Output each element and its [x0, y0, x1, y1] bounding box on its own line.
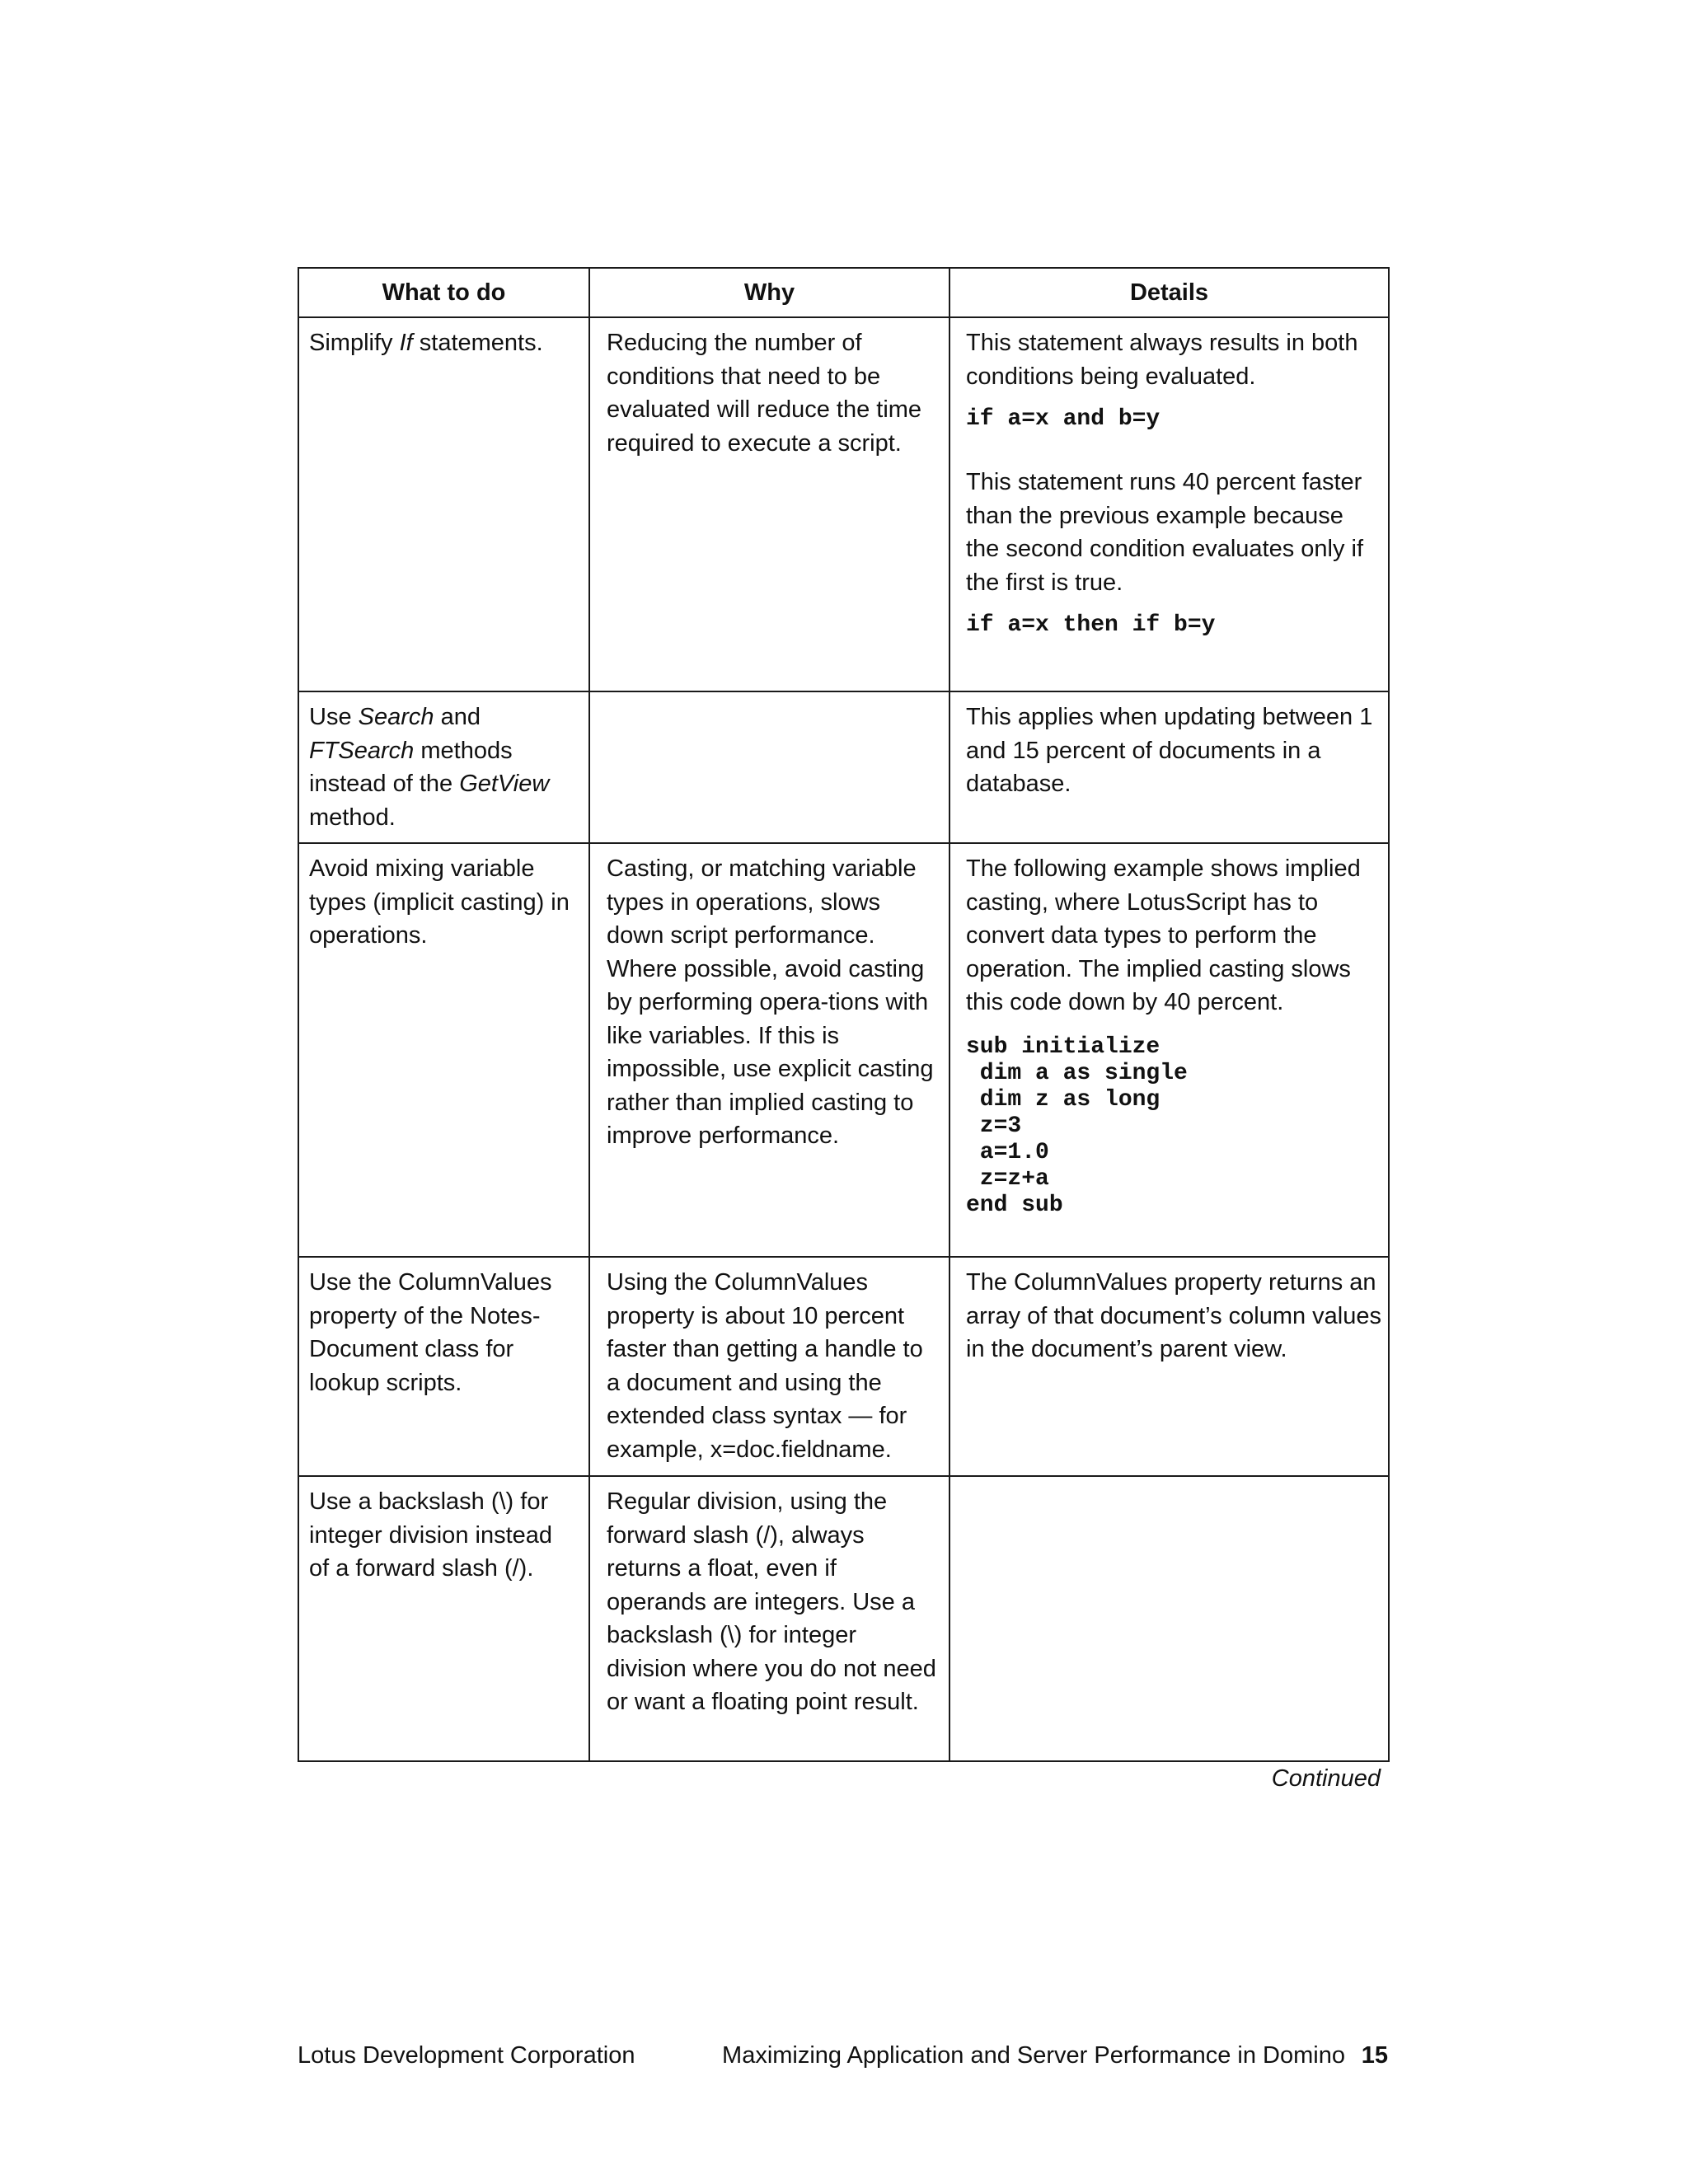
table-row [298, 1476, 1389, 1761]
page-number: 15 [1361, 2042, 1388, 2069]
code-line: z=3 [966, 1113, 1022, 1139]
performance-tips-table [298, 267, 1390, 1762]
table-row [298, 691, 1389, 843]
what-emphasis: Search [358, 704, 434, 730]
column-header-what: What to do [298, 268, 589, 317]
code-line: sub initialize [966, 1033, 1160, 1060]
details-cell [950, 691, 1389, 843]
what-text: Use the ColumnValues property of the Notes-Document class for lookup scripts. [309, 1269, 552, 1396]
what-text: statements. [412, 330, 543, 356]
why-text: Reducing the number of conditions that need to be evaluated will reduce the time required to execute a script. [607, 330, 922, 457]
details-text: This statement runs 40 percent faster than the previous example because the second condition evaluates only if the first is true. [966, 469, 1364, 596]
what-text: Simplify [309, 330, 400, 356]
what-text: method. [309, 804, 396, 831]
code-block [966, 1034, 1381, 1219]
details-cell [950, 1257, 1389, 1476]
code-line: end sub [966, 1192, 1063, 1218]
column-header-details: Details [950, 268, 1389, 317]
code-line: dim a as single [966, 1060, 1188, 1086]
what-emphasis: GetView [459, 771, 550, 797]
what-cell [298, 1476, 589, 1761]
why-cell [589, 1257, 950, 1476]
table-header-row [298, 268, 1389, 317]
details-cell [950, 843, 1389, 1257]
what-text: Avoid mixing variable types (implicit casting) in operations. [309, 855, 570, 949]
code-line: z=z+a [966, 1165, 1049, 1192]
continued-label: Continued [1271, 1765, 1381, 1792]
code-snippet: if a=x then if b=y [966, 612, 1216, 638]
footer-company: Lotus Development Corporation [298, 2042, 635, 2069]
why-cell [589, 843, 950, 1257]
column-header-why: Why [589, 268, 950, 317]
details-cell [950, 1476, 1389, 1761]
why-text: Regular division, using the forward slash (/), always returns a float, even if operands are integers. Use a backslash (\) for integer division where you do not need or want a floating point result. [607, 1488, 936, 1715]
why-text: Casting, or matching variable types in operations, slows down script performance. Where possible, avoid casting by performing opera-tions with like variables. If this is impossible, use explicit casting rather than implied casting to improve performance. [607, 855, 934, 1149]
why-cell [589, 1476, 950, 1761]
code-line: dim z as long [966, 1086, 1160, 1113]
table-row [298, 843, 1389, 1257]
table-row [298, 317, 1389, 691]
code-snippet: if a=x and b=y [966, 406, 1160, 432]
details-text: This applies when updating between 1 and 15 percent of documents in a database. [966, 704, 1373, 797]
what-cell [298, 317, 589, 691]
why-text: Using the ColumnValues property is about 10 percent faster than getting a handle to a document and using the extended class syntax — for example, x=doc.fieldname. [607, 1269, 923, 1463]
details-text: The following example shows implied casting, where LotusScript has to convert data types to perform the operation. The implied casting slows this code down by 40 percent. [966, 855, 1361, 1015]
what-cell [298, 691, 589, 843]
what-cell [298, 843, 589, 1257]
details-text: This statement always results in both conditions being evaluated. [966, 330, 1358, 390]
why-cell [589, 691, 950, 843]
footer-book-title: Maximizing Application and Server Performance in Domino [722, 2042, 1345, 2069]
why-cell [589, 317, 950, 691]
what-text: and [434, 704, 481, 730]
what-emphasis: If [399, 330, 413, 356]
what-text: Use [309, 704, 359, 730]
table-row [298, 1257, 1389, 1476]
details-cell [950, 317, 1389, 691]
code-line: a=1.0 [966, 1139, 1049, 1165]
what-cell [298, 1257, 589, 1476]
details-text: The ColumnValues property returns an array of that document’s column values in the document’s parent view. [966, 1269, 1382, 1362]
what-text: methods instead of the [309, 737, 513, 797]
what-text: Use a backslash (\) for integer division instead of a forward slash (/). [309, 1488, 553, 1582]
what-emphasis: FTSearch [309, 737, 415, 764]
